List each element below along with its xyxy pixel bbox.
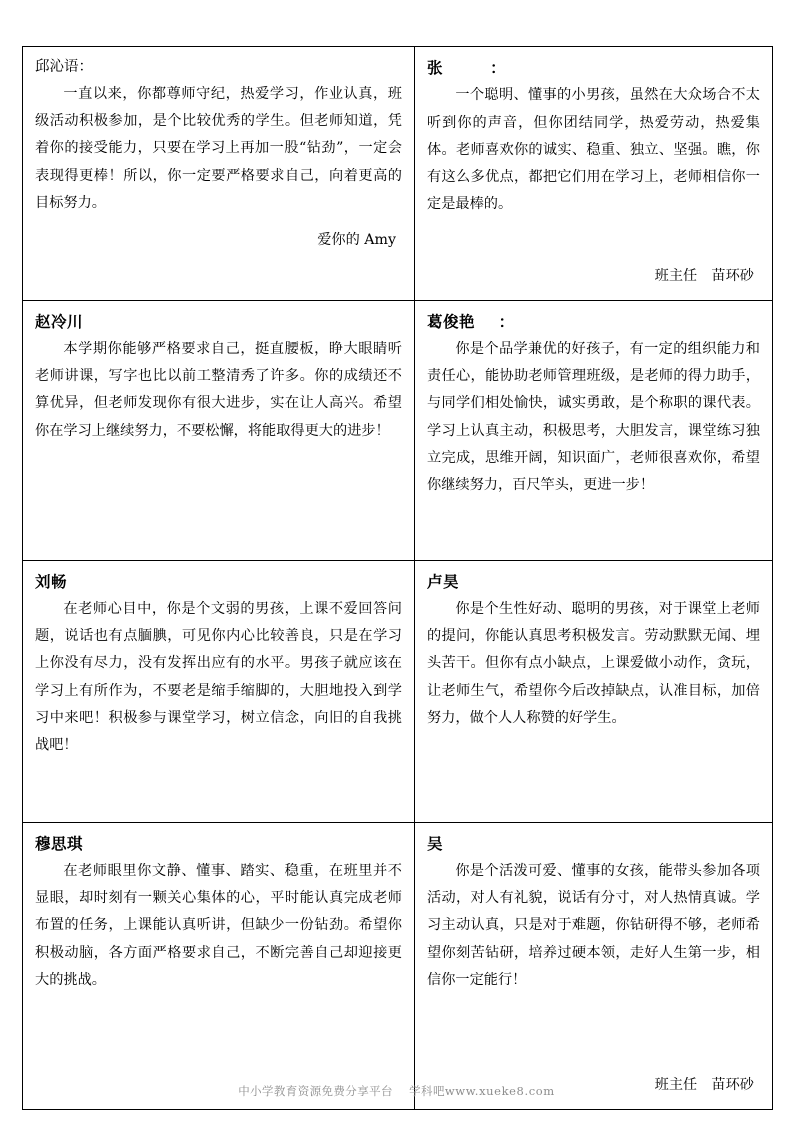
comment-cell-liu-chang (23, 560, 415, 822)
table-row (23, 560, 773, 822)
comment-cell-wu (415, 822, 773, 1110)
comment-body: 一直以来，你都尊师守纪，热爱学习，作业认真，班级活动积极参加，是个比较优秀的学生。但老师知道，凭着你的接受能力，只要在学习上再加一股“钻劲”，一定会表现得更棒！所以，你一定要严格要求自己，向着更高的目标努力。 (35, 85, 402, 211)
table-row (23, 47, 773, 301)
comment-body: 一个聪明、懂事的小男孩，虽然在大众场合不太听到你的声音，但你团结同学，热爱劳动，热爱集体。老师喜欢你的诚实、稳重、独立、坚强。瞧，你有这么多优点，都把它们用在学习上，老师相信你一定是最棒的。 (427, 87, 760, 213)
comment-cell-mu-siqi (23, 822, 415, 1110)
table-row (23, 300, 773, 560)
student-name: 穆思琪 (35, 834, 84, 853)
comment-signature: 班主任 苗环砂 (654, 267, 754, 284)
footer-platform: 中小学教育资源免费分享平台 (238, 1084, 393, 1098)
student-name: 邱沁语： (35, 59, 93, 75)
footer-url: www.xueke8.com (444, 1084, 555, 1098)
student-comments-table (22, 46, 773, 1110)
comment-body: 本学期你能够严格要求自己，挺直腰板，睁大眼睛听老师讲课，写字也比以前工整清秀了许多。你的成绩还不算优异，但老师发现你有很大进步，实在让人高兴。希望你在学习上继续努力，不要松懈，将能取得更大的进步！ (35, 340, 402, 439)
student-name: 葛俊艳 ： (427, 312, 515, 331)
student-name: 卢昊 (427, 572, 460, 591)
comment-cell-zhao-lengchuan (23, 300, 415, 560)
student-name: 张 ： (427, 59, 507, 77)
comment-signature: 爱你的 Amy (317, 232, 396, 249)
student-name: 刘畅 (35, 572, 68, 591)
page-footer (0, 1083, 793, 1099)
comment-body: 在老师心目中，你是个文弱的男孩，上课不爱回答问题，说话也有点腼腆，可见你内心比较善良，只是在学习上你没有尽力，没有发挥出应有的水平。男孩子就应该在学习上有所作为，不要老是缩手缩脚的，大胆地投入到学习中来吧！积极参与课堂学习，树立信念，向旧的自我挑战吧！ (35, 600, 402, 754)
comment-cell-ge-junyan (415, 300, 773, 560)
comment-cell-lu-hao (415, 560, 773, 822)
student-name: 吴 (427, 834, 444, 853)
footer-site: 学科吧 (409, 1084, 445, 1098)
comment-body: 你是个生性好动、聪明的男孩，对于课堂上老师的提问，你能认真思考积极发言。劳动默默无闻、埋头苦干。但你有点小缺点，上课爱做小动作，贪玩，让老师生气，希望你今后改掉缺点，认准目标，加倍努力，做个人人称赞的好学生。 (427, 600, 760, 726)
table-row (23, 822, 773, 1110)
comment-cell-zhang (415, 47, 773, 301)
comment-body: 在老师眼里你文静、懂事、踏实、稳重，在班里并不显眼，却时刻有一颗关心集体的心，平时能认真完成老师布置的任务，上课能认真听讲，但缺少一份钻劲。希望你积极动脑，各方面严格要求自己，不断完善自己却迎接更大的挑战。 (35, 862, 402, 988)
comment-body: 你是个活泼可爱、懂事的女孩，能带头参加各项活动，对人有礼貌，说话有分寸，对人热情真诚。学习主动认真，只是对于难题，你钻研得不够，老师希望你刻苦钻研，培养过硬本领，走好人生第一步，相信你一定能行！ (427, 862, 760, 988)
student-name: 赵冷川 (35, 312, 84, 331)
comment-cell-qiu-qinyu (23, 47, 415, 301)
comment-signature: 班主任 苗环砂 (654, 1077, 754, 1094)
comment-body: 你是个品学兼优的好孩子，有一定的组织能力和责任心，能协助老师管理班级，是老师的得力助手，与同学们相处愉快，诚实勇敢，是个称职的课代表。学习上认真主动，积极思考，大胆发言，课堂练习独立完成，思维开阔，知识面广，老师很喜欢你，希望你继续努力，百尺竿头，更进一步！ (427, 340, 760, 494)
